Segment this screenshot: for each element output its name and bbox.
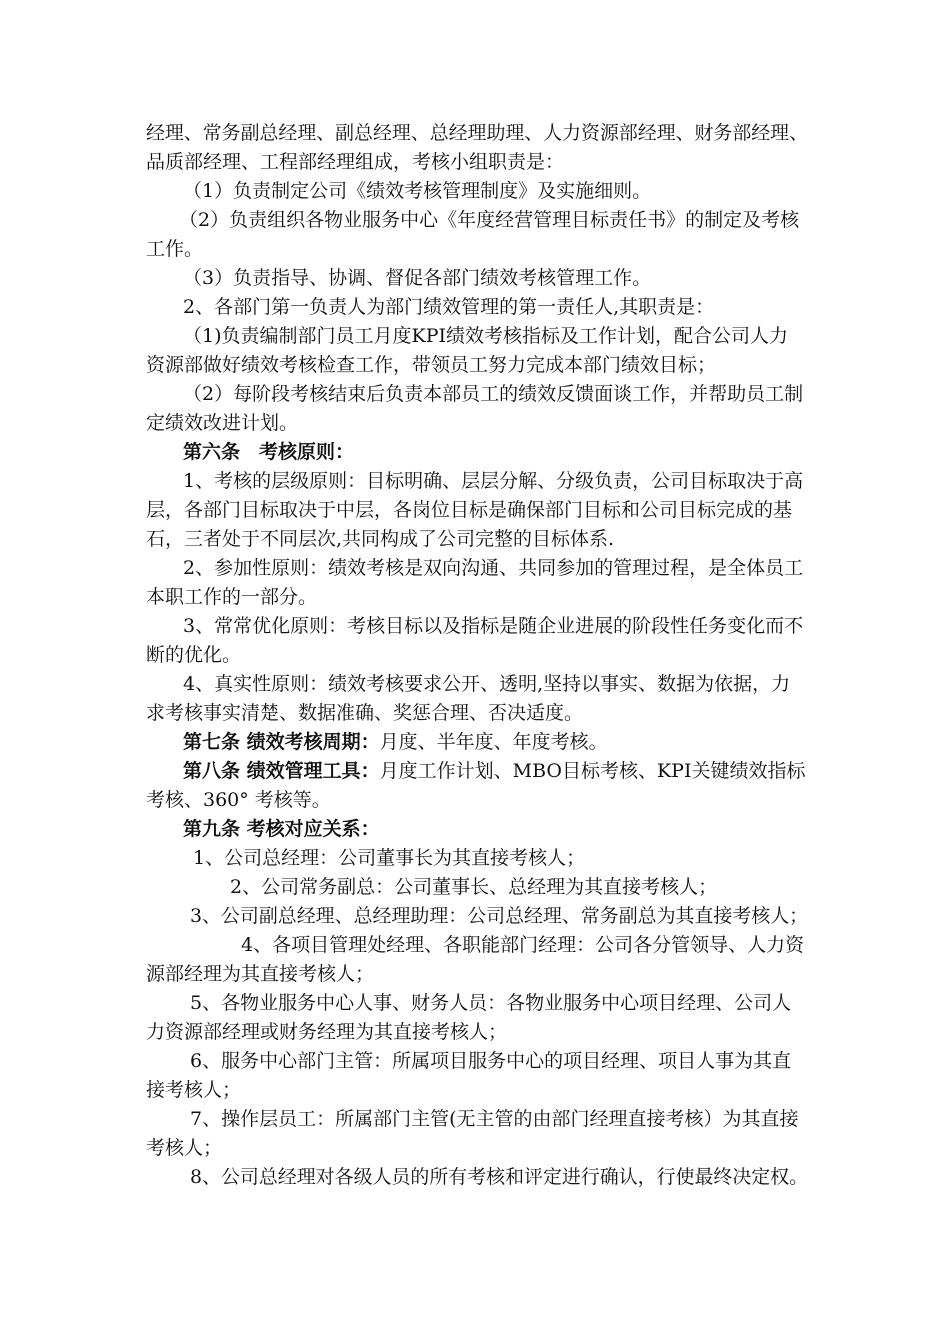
text-line: 5、各物业服务中心人事、财务人员：各物业服务中心项目经理、公司人 [190, 992, 792, 1014]
section-heading: 第八条 绩效管理工具： [183, 760, 380, 782]
text-line: 4、各项目管理处经理、各职能部门经理：公司各分管领导、人力资 [241, 934, 805, 956]
section-heading: 第六条 考核原则： [183, 441, 355, 463]
text-line: 求考核事实清楚、数据准确、奖惩合理、否决适度。 [146, 702, 584, 724]
text-line: 经理、常务副总经理、副总经理、总经理助理、人力资源部经理、财务部经理、 [146, 122, 809, 144]
text-line: 2、各部门第一负责人为部门绩效管理的第一责任人,其职责是： [183, 296, 715, 318]
text-line: 1、公司总经理：公司董事长为其直接考核人； [193, 847, 586, 869]
text-line: （1）负责制定公司《绩效考核管理制度》及实施细则。 [183, 180, 652, 202]
text-line: （1)负责编制部门员工月度KPI绩效考核指标及工作计划，配合公司人力 [183, 325, 788, 347]
text-line: 工作。 [146, 238, 204, 260]
text-line: 8、公司总经理对各级人员的所有考核和评定进行确认，行使最终决定权。 [190, 1166, 809, 1188]
text-line: 石，三者处于不同层次,共同构成了公司完整的目标体系. [146, 528, 615, 550]
text-line [183, 756, 805, 786]
text-line: 3、公司副总经理、总经理助理：公司总经理、常务副总为其直接考核人； [190, 905, 809, 927]
text-line: 品质部经理、工程部经理组成，考核小组职责是： [146, 151, 565, 173]
section-heading: 第七条 绩效考核周期： [183, 731, 380, 753]
text-line: 4、真实性原则：绩效考核要求公开、透明,坚持以事实、数据为依据，力 [183, 673, 791, 695]
section-heading: 第九条 考核对应关系： [183, 818, 380, 840]
text-line: 考核、360° 考核等。 [146, 789, 331, 811]
text-line: 2、公司常务副总：公司董事长、总经理为其直接考核人； [230, 876, 718, 898]
text-line: 力资源部经理或财务经理为其直接考核人； [146, 1021, 508, 1043]
text-line: 3、常常优化原则：考核目标以及指标是随企业进展的阶段性任务变化而不 [183, 615, 804, 637]
text-line: （3）负责指导、协调、督促各部门绩效考核管理工作。 [183, 267, 652, 289]
section-text: 月度工作计划、MBO目标考核、KPI关键绩效指标 [379, 760, 806, 782]
text-line: （2）负责组织各物业服务中心《年度经营管理目标责任书》的制定及考核 [179, 209, 800, 231]
text-line: 定绩效改进计划。 [146, 412, 299, 434]
text-line: 考核人； [146, 1137, 223, 1159]
text-line: 6、服务中心部门主管：所属项目服务中心的项目经理、项目人事为其直 [190, 1050, 792, 1072]
text-line: （2）每阶段考核结束后负责本部员工的绩效反馈面谈工作，并帮助员工制 [183, 383, 804, 405]
text-line: 接考核人； [146, 1079, 242, 1101]
text-line: 层，各部门目标取决于中层，各岗位目标是确保部门目标和公司目标完成的基 [146, 499, 793, 521]
text-line: 1、考核的层级原则：目标明确、层层分解、分级负责，公司目标取决于高 [183, 470, 804, 492]
text-line: 源部经理为其直接考核人； [146, 963, 375, 985]
text-line: 7、操作层员工：所属部门主管(无主管的由部门经理直接考核）为其直接 [190, 1108, 799, 1130]
text-line: 本职工作的一部分。 [146, 586, 318, 608]
text-line: 资源部做好绩效考核检查工作，带领员工努力完成本部门绩效目标； [146, 354, 717, 376]
text-line: 断的优化。 [146, 644, 242, 666]
text-line [183, 727, 608, 757]
section-text: 月度、半年度、年度考核。 [379, 731, 608, 753]
text-line: 2、参加性原则：绩效考核是双向沟通、共同参加的管理过程，是全体员工 [183, 557, 804, 579]
